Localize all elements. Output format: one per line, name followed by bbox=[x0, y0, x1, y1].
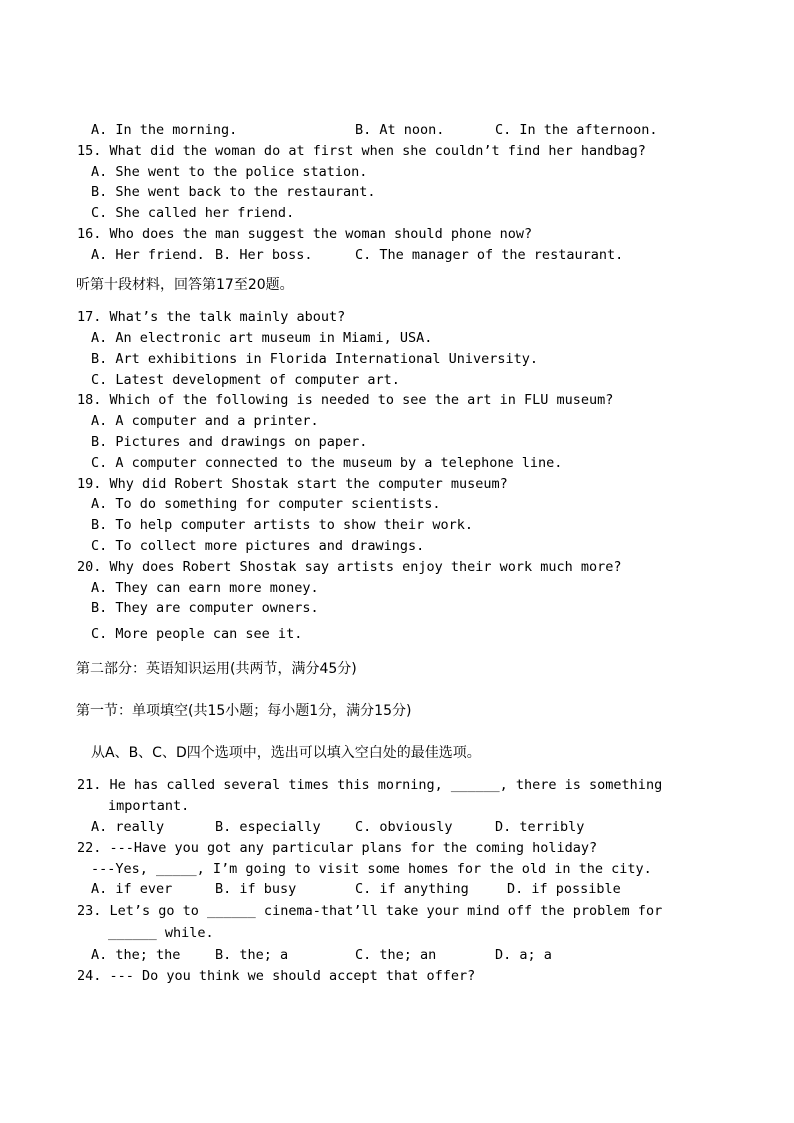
q18-option-c: C. A computer connected to the museum by a telephone line. bbox=[91, 455, 563, 471]
q21-option-d: D. terribly bbox=[495, 819, 585, 835]
q20-option-a: A. They can earn more money. bbox=[91, 580, 319, 596]
q18-option-a: A. A computer and a printer. bbox=[91, 413, 319, 429]
q16-option-a: A. Her friend. bbox=[91, 247, 205, 263]
section-10-heading: 听第十段材料，回答第17至20题。 bbox=[76, 277, 294, 293]
q23-option-c: C. the; an bbox=[355, 947, 437, 963]
q14-option-b: B. At noon. bbox=[355, 122, 445, 138]
q15-option-b: B. She went back to the restaurant. bbox=[91, 184, 376, 200]
section-1-heading: 第一节：单项填空(共15小题；每小题1分，满分15分) bbox=[76, 703, 412, 719]
q15-stem: 15. What did the woman do at first when she couldn’t find her handbag? bbox=[77, 143, 646, 159]
q23-stem: 23. Let’s go to ______ cinema-that’ll take your mind off the problem for bbox=[77, 903, 663, 919]
q15-option-c: C. She called her friend. bbox=[91, 205, 295, 221]
q17-option-c: C. Latest development of computer art. bbox=[91, 372, 400, 388]
q21-option-a: A. really bbox=[91, 819, 165, 835]
q16-option-c: C. The manager of the restaurant. bbox=[355, 247, 624, 263]
q16-option-b: B. Her boss. bbox=[215, 247, 313, 263]
instructions-text: 从A、B、C、D四个选项中，选出可以填入空白处的最佳选项。 bbox=[91, 745, 481, 761]
q21-stem: 21. He has called several times this morning, ______, there is something bbox=[77, 777, 663, 793]
q17-option-a: A. An electronic art museum in Miami, USA. bbox=[91, 330, 433, 346]
q18-stem: 18. Which of the following is needed to see the art in FLU museum? bbox=[77, 392, 614, 408]
q14-option-a: A. In the morning. bbox=[91, 122, 238, 138]
q22-stem: 22. ---Have you got any particular plans for the coming holiday? bbox=[77, 840, 598, 856]
q23-option-a: A. the; the bbox=[91, 947, 181, 963]
q23-option-d: D. a; a bbox=[495, 947, 552, 963]
q21-option-b: B. especially bbox=[215, 819, 321, 835]
q19-option-c: C. To collect more pictures and drawings. bbox=[91, 538, 425, 554]
q20-option-c: C. More people can see it. bbox=[91, 626, 303, 642]
q19-stem: 19. Why did Robert Shostak start the computer museum? bbox=[77, 476, 508, 492]
q21-option-c: C. obviously bbox=[355, 819, 453, 835]
part-2-heading: 第二部分：英语知识运用(共两节，满分45分) bbox=[76, 661, 357, 677]
q17-option-b: B. Art exhibitions in Florida International University. bbox=[91, 351, 539, 367]
q22-option-b: B. if busy bbox=[215, 881, 297, 897]
q20-option-b: B. They are computer owners. bbox=[91, 600, 319, 616]
q22-option-a: A. if ever bbox=[91, 881, 173, 897]
q24-stem: 24. --- Do you think we should accept that offer? bbox=[77, 968, 476, 984]
q22-option-c: C. if anything bbox=[355, 881, 469, 897]
q23-stem-continued: ______ while. bbox=[108, 925, 214, 941]
q23-option-b: B. the; a bbox=[215, 947, 289, 963]
q15-option-a: A. She went to the police station. bbox=[91, 164, 368, 180]
q18-option-b: B. Pictures and drawings on paper. bbox=[91, 434, 368, 450]
q22-stem-continued: ---Yes, _____, I’m going to visit some homes for the old in the city. bbox=[91, 861, 652, 877]
q19-option-a: A. To do something for computer scientists. bbox=[91, 496, 441, 512]
q20-stem: 20. Why does Robert Shostak say artists enjoy their work much more? bbox=[77, 559, 622, 575]
q21-stem-continued: important. bbox=[108, 798, 190, 814]
q19-option-b: B. To help computer artists to show their work. bbox=[91, 517, 474, 533]
q17-stem: 17. What’s the talk mainly about? bbox=[77, 309, 346, 325]
q16-stem: 16. Who does the man suggest the woman should phone now? bbox=[77, 226, 533, 242]
q14-option-c: C. In the afternoon. bbox=[495, 122, 658, 138]
q22-option-d: D. if possible bbox=[507, 881, 621, 897]
